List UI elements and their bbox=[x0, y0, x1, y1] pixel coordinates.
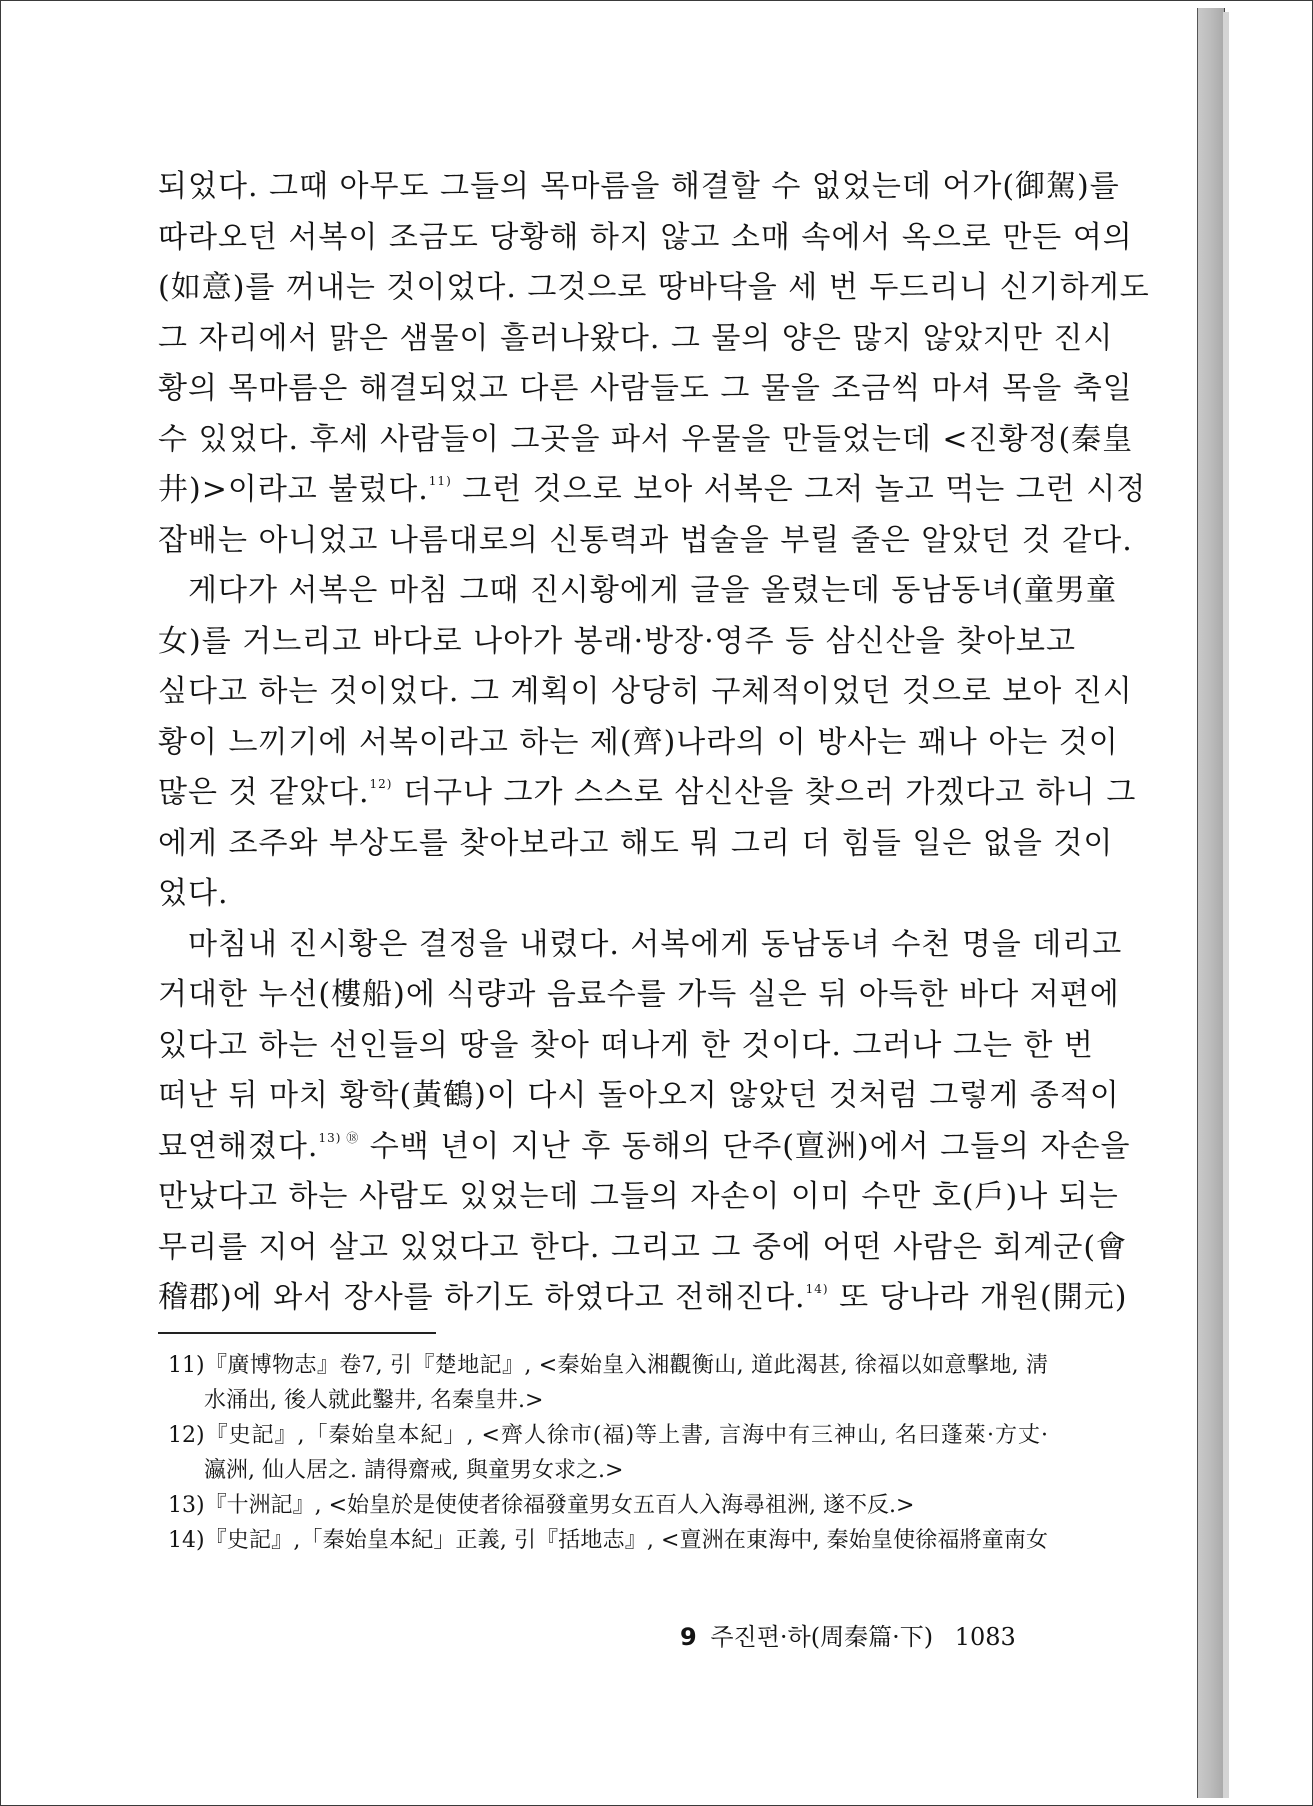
text-line: 게다가 서복은 마침 그때 진시황에게 글을 올렸는데 동남동녀(童男童 bbox=[188, 573, 1117, 608]
text-line: 싶다고 하는 것이었다. 그 계획이 상당히 구체적이었던 것으로 보아 진시 bbox=[158, 674, 1133, 709]
page-stack-edge bbox=[1197, 8, 1225, 1798]
text-line: 에게 조주와 부상도를 찾아보라고 해도 뭐 그리 더 힘들 일은 없을 것이 bbox=[158, 825, 1114, 861]
text-run: 또 당나라 개원(開元) bbox=[828, 1280, 1128, 1315]
text-line: 되었다. 그때 아무도 그들의 목마름을 해결할 수 없었는데 어가(御駕)를 bbox=[158, 169, 1120, 204]
page-stack-shadow bbox=[1223, 12, 1229, 1798]
footnote-ref[interactable]: 13) ⑱ bbox=[318, 1130, 360, 1145]
text-line: 잡배는 아니었고 나름대로의 신통력과 법술을 부릴 줄은 알았던 것 같다. bbox=[158, 522, 1133, 558]
footnote-ref[interactable]: 12) bbox=[369, 777, 393, 791]
footnote-12-continued: 瀛洲, 仙人居之. 請得齋戒, 與童男女求之.> bbox=[204, 1458, 624, 1483]
footnote-ref[interactable]: 14) bbox=[805, 1282, 829, 1296]
footnotes bbox=[168, 1348, 1048, 1558]
text-line: 황의 목마름은 해결되었고 다른 사람들도 그 물을 조금씩 마셔 목을 축일 bbox=[158, 371, 1133, 406]
text-line: 었다. bbox=[158, 876, 229, 911]
footnote-divider bbox=[158, 1332, 436, 1334]
text-line: 마침내 진시황은 결정을 내렸다. 서복에게 동남동녀 수천 명을 데리고 bbox=[188, 926, 1123, 962]
footnote-11: 11)『廣博物志』卷7, 引『楚地記』, <秦始皇入湘觀衡山, 道此渴甚, 徐福以如意擊地, 淸 bbox=[168, 1353, 1048, 1378]
text-line: 있다고 하는 선인들의 땅을 찾아 떠나게 한 것이다. 그러나 그는 한 번 bbox=[158, 1027, 1094, 1063]
text-line bbox=[158, 1273, 1128, 1324]
text-line: 무리를 지어 살고 있었다고 한다. 그리고 그 중에 어떤 사람은 회계군(會 bbox=[158, 1229, 1128, 1265]
text-line: 女)를 거느리고 바다로 나아가 봉래·방장·영주 등 삼신산을 찾아보고 bbox=[158, 623, 1077, 659]
page-footer bbox=[680, 1617, 1080, 1652]
text-run: 묘연해졌다. bbox=[158, 1128, 319, 1164]
footnote-12: 12)『史記』,「秦始皇本紀」, <齊人徐市(福)等上書, 言海中有三神山, 名曰蓬萊·方丈· bbox=[168, 1423, 1048, 1448]
text-run: 더구나 그가 스스로 삼신산을 찾으러 가겠다고 하니 그 bbox=[392, 775, 1137, 810]
footnote-14: 14)『史記』,「秦始皇本紀」正義, 引『括地志』, <亶洲在東海中, 秦始皇使徐福將童南女 bbox=[168, 1528, 1048, 1553]
text-line bbox=[158, 1122, 1131, 1173]
footnote-11-continued: 水涌出, 後人就此鑿井, 名秦皇井.> bbox=[204, 1388, 544, 1413]
footnote-ref[interactable]: 11) bbox=[428, 474, 452, 488]
text-line bbox=[158, 768, 1137, 819]
text-line: (如意)를 꺼내는 것이었다. 그것으로 땅바닥을 세 번 두드리니 신기하게도 bbox=[158, 270, 1150, 305]
page-number: 1083 bbox=[954, 1623, 1016, 1651]
text-run: 많은 것 같았다. bbox=[158, 775, 370, 810]
text-run: 稽郡)에 와서 장사를 하기도 하였다고 전해진다. bbox=[158, 1280, 806, 1315]
text-line: 황이 느끼기에 서복이라고 하는 제(齊)나라의 이 방사는 꽤나 아는 것이 bbox=[158, 724, 1119, 760]
footnote-13: 13)『十洲記』, <始皇於是使使者徐福發童男女五百人入海尋祖洲, 遂不反.> bbox=[168, 1493, 915, 1518]
text-line: 만났다고 하는 사람도 있었는데 그들의 자손이 이미 수만 호(戶)나 되는 bbox=[158, 1179, 1119, 1214]
text-run: 수백 년이 지난 후 동해의 단주(亶洲)에서 그들의 자손을 bbox=[359, 1128, 1131, 1164]
text-line: 떠난 뒤 마치 황학(黃鶴)이 다시 돌아오지 않았던 것처럼 그렇게 종적이 bbox=[158, 1078, 1120, 1113]
text-line: 그 자리에서 맑은 샘물이 흘러나왔다. 그 물의 양은 많지 않았지만 진시 bbox=[158, 320, 1114, 356]
text-line: 거대한 누선(樓船)에 식량과 음료수를 가득 실은 뒤 아득한 바다 저편에 bbox=[158, 977, 1120, 1012]
page-edge-top bbox=[1193, 0, 1217, 1]
body-text bbox=[158, 162, 1150, 1324]
chapter-number: 9 bbox=[680, 1623, 697, 1651]
text-line bbox=[158, 465, 1147, 516]
chapter-title: 주진편·하(周秦篇·下) bbox=[710, 1623, 934, 1651]
text-run: 그런 것으로 보아 서복은 그저 놀고 먹는 그런 시정 bbox=[451, 472, 1147, 507]
text-run: 井)>이라고 불렀다. bbox=[158, 472, 429, 507]
text-line: 따라오던 서복이 조금도 당황해 하지 않고 소매 속에서 옥으로 만든 여의 bbox=[158, 219, 1133, 255]
text-line: 수 있었다. 후세 사람들이 그곳을 파서 우물을 만들었는데 <진황정(秦皇 bbox=[158, 421, 1134, 457]
